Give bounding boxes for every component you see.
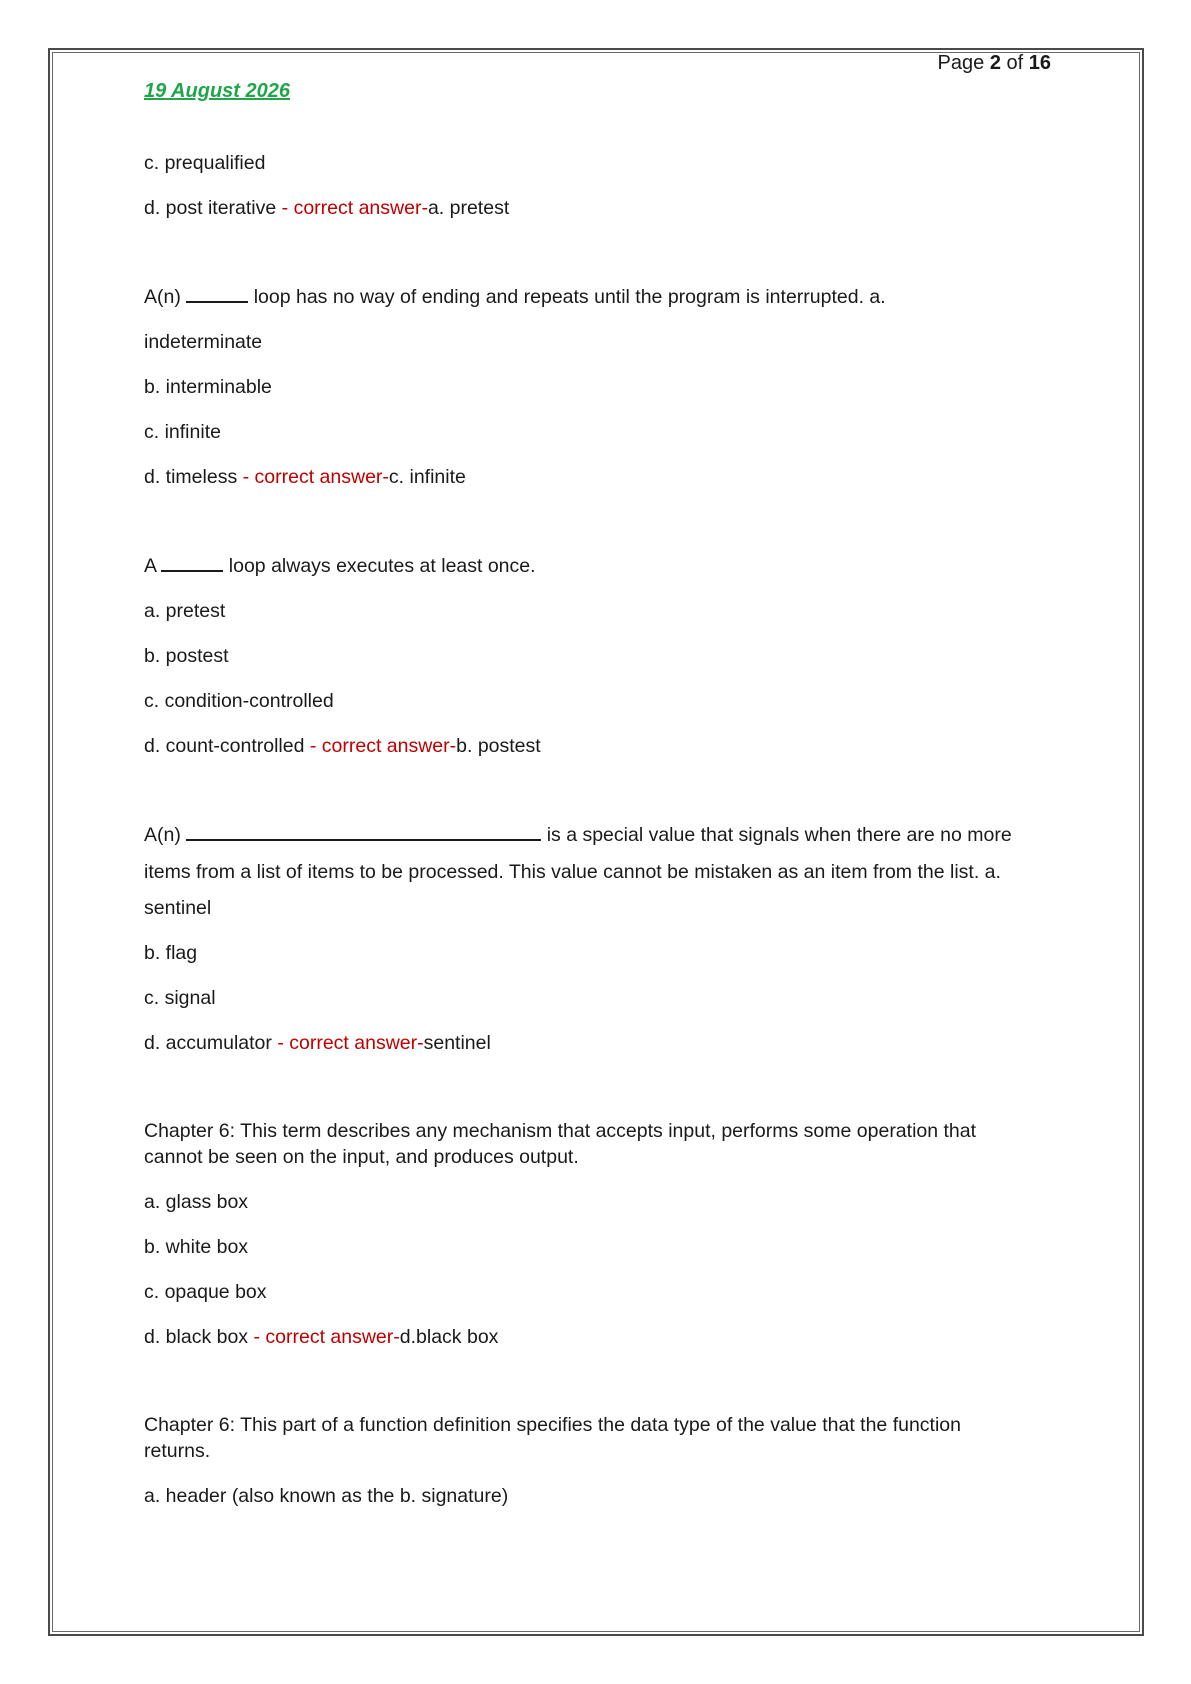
page-label: Page (937, 52, 985, 74)
q3-option-d: d. count-controlled - correct answer-b. postest (144, 735, 541, 757)
answer-marker: - correct answer- (242, 466, 389, 488)
q4-option-d: d. accumulator - correct answer-sentinel (144, 1032, 491, 1054)
answer-marker: - correct answer- (277, 1032, 424, 1054)
q6-stem-line2: returns. (144, 1440, 211, 1462)
q2-answer: c. infinite (388, 466, 466, 488)
q6-option-a: a. header (also known as the b. signature) (144, 1485, 509, 1507)
q1-answer: a. pretest (427, 197, 510, 219)
q5-option-b: b. white box (144, 1236, 249, 1258)
q2-option-b: b. interminable (144, 376, 272, 398)
q4-option-b: b. flag (144, 942, 198, 964)
q4-answer: sentinel (423, 1032, 491, 1054)
page-current: 2 (989, 52, 1001, 74)
q4-stem-line2: items from a list of items to be processed. This value cannot be mistaken as an item from the list. a. (144, 861, 1001, 883)
answer-marker: - correct answer- (281, 197, 428, 219)
q3-answer: b. postest (456, 735, 541, 757)
q1-option-c: c. prequalified (144, 152, 266, 174)
fill-blank (186, 283, 248, 303)
page-of: of (1006, 52, 1024, 74)
q4-option-a: sentinel (144, 897, 212, 919)
q3-option-a: a. pretest (144, 600, 226, 622)
q3-option-c: c. condition-controlled (144, 690, 334, 712)
document-body (144, 150, 1044, 1528)
q5-option-a: a. glass box (144, 1191, 249, 1213)
q5-stem-line2: cannot be seen on the input, and produces output. (144, 1146, 579, 1168)
q5-stem-line1: Chapter 6: This term describes any mechanism that accepts input, performs some operation that (144, 1120, 977, 1142)
fill-blank (186, 821, 541, 841)
q3-stem: A loop always executes at least once. (144, 552, 1044, 579)
q5-option-c: c. opaque box (144, 1281, 267, 1303)
q3-option-b: b. postest (144, 645, 229, 667)
answer-marker: - correct answer- (309, 735, 457, 757)
q5-option-d: d. black box - correct answer-d.black box (144, 1326, 499, 1348)
q6-stem-line1: Chapter 6: This part of a function definition specifies the data type of the value that the function (144, 1414, 961, 1436)
document-date: 19 August 2026 (144, 80, 290, 102)
page-number (938, 52, 1051, 75)
q2-stem: A(n) loop has no way of ending and repeats until the program is interrupted. a. (144, 283, 1044, 310)
answer-marker: - correct answer- (253, 1326, 400, 1348)
q4-option-c: c. signal (144, 987, 216, 1009)
q4-stem-line1: A(n) is a special value that signals when there are no more (144, 821, 1044, 849)
q1-option-d: d. post iterative - correct answer-a. pretest (144, 197, 510, 219)
q2-option-c: c. infinite (144, 421, 221, 443)
q5-answer: d.black box (399, 1326, 499, 1348)
q2-option-a: indeterminate (144, 331, 263, 353)
fill-blank (161, 552, 223, 572)
q2-option-d: d. timeless - correct answer-c. infinite (144, 466, 466, 488)
page-total: 16 (1028, 52, 1051, 74)
